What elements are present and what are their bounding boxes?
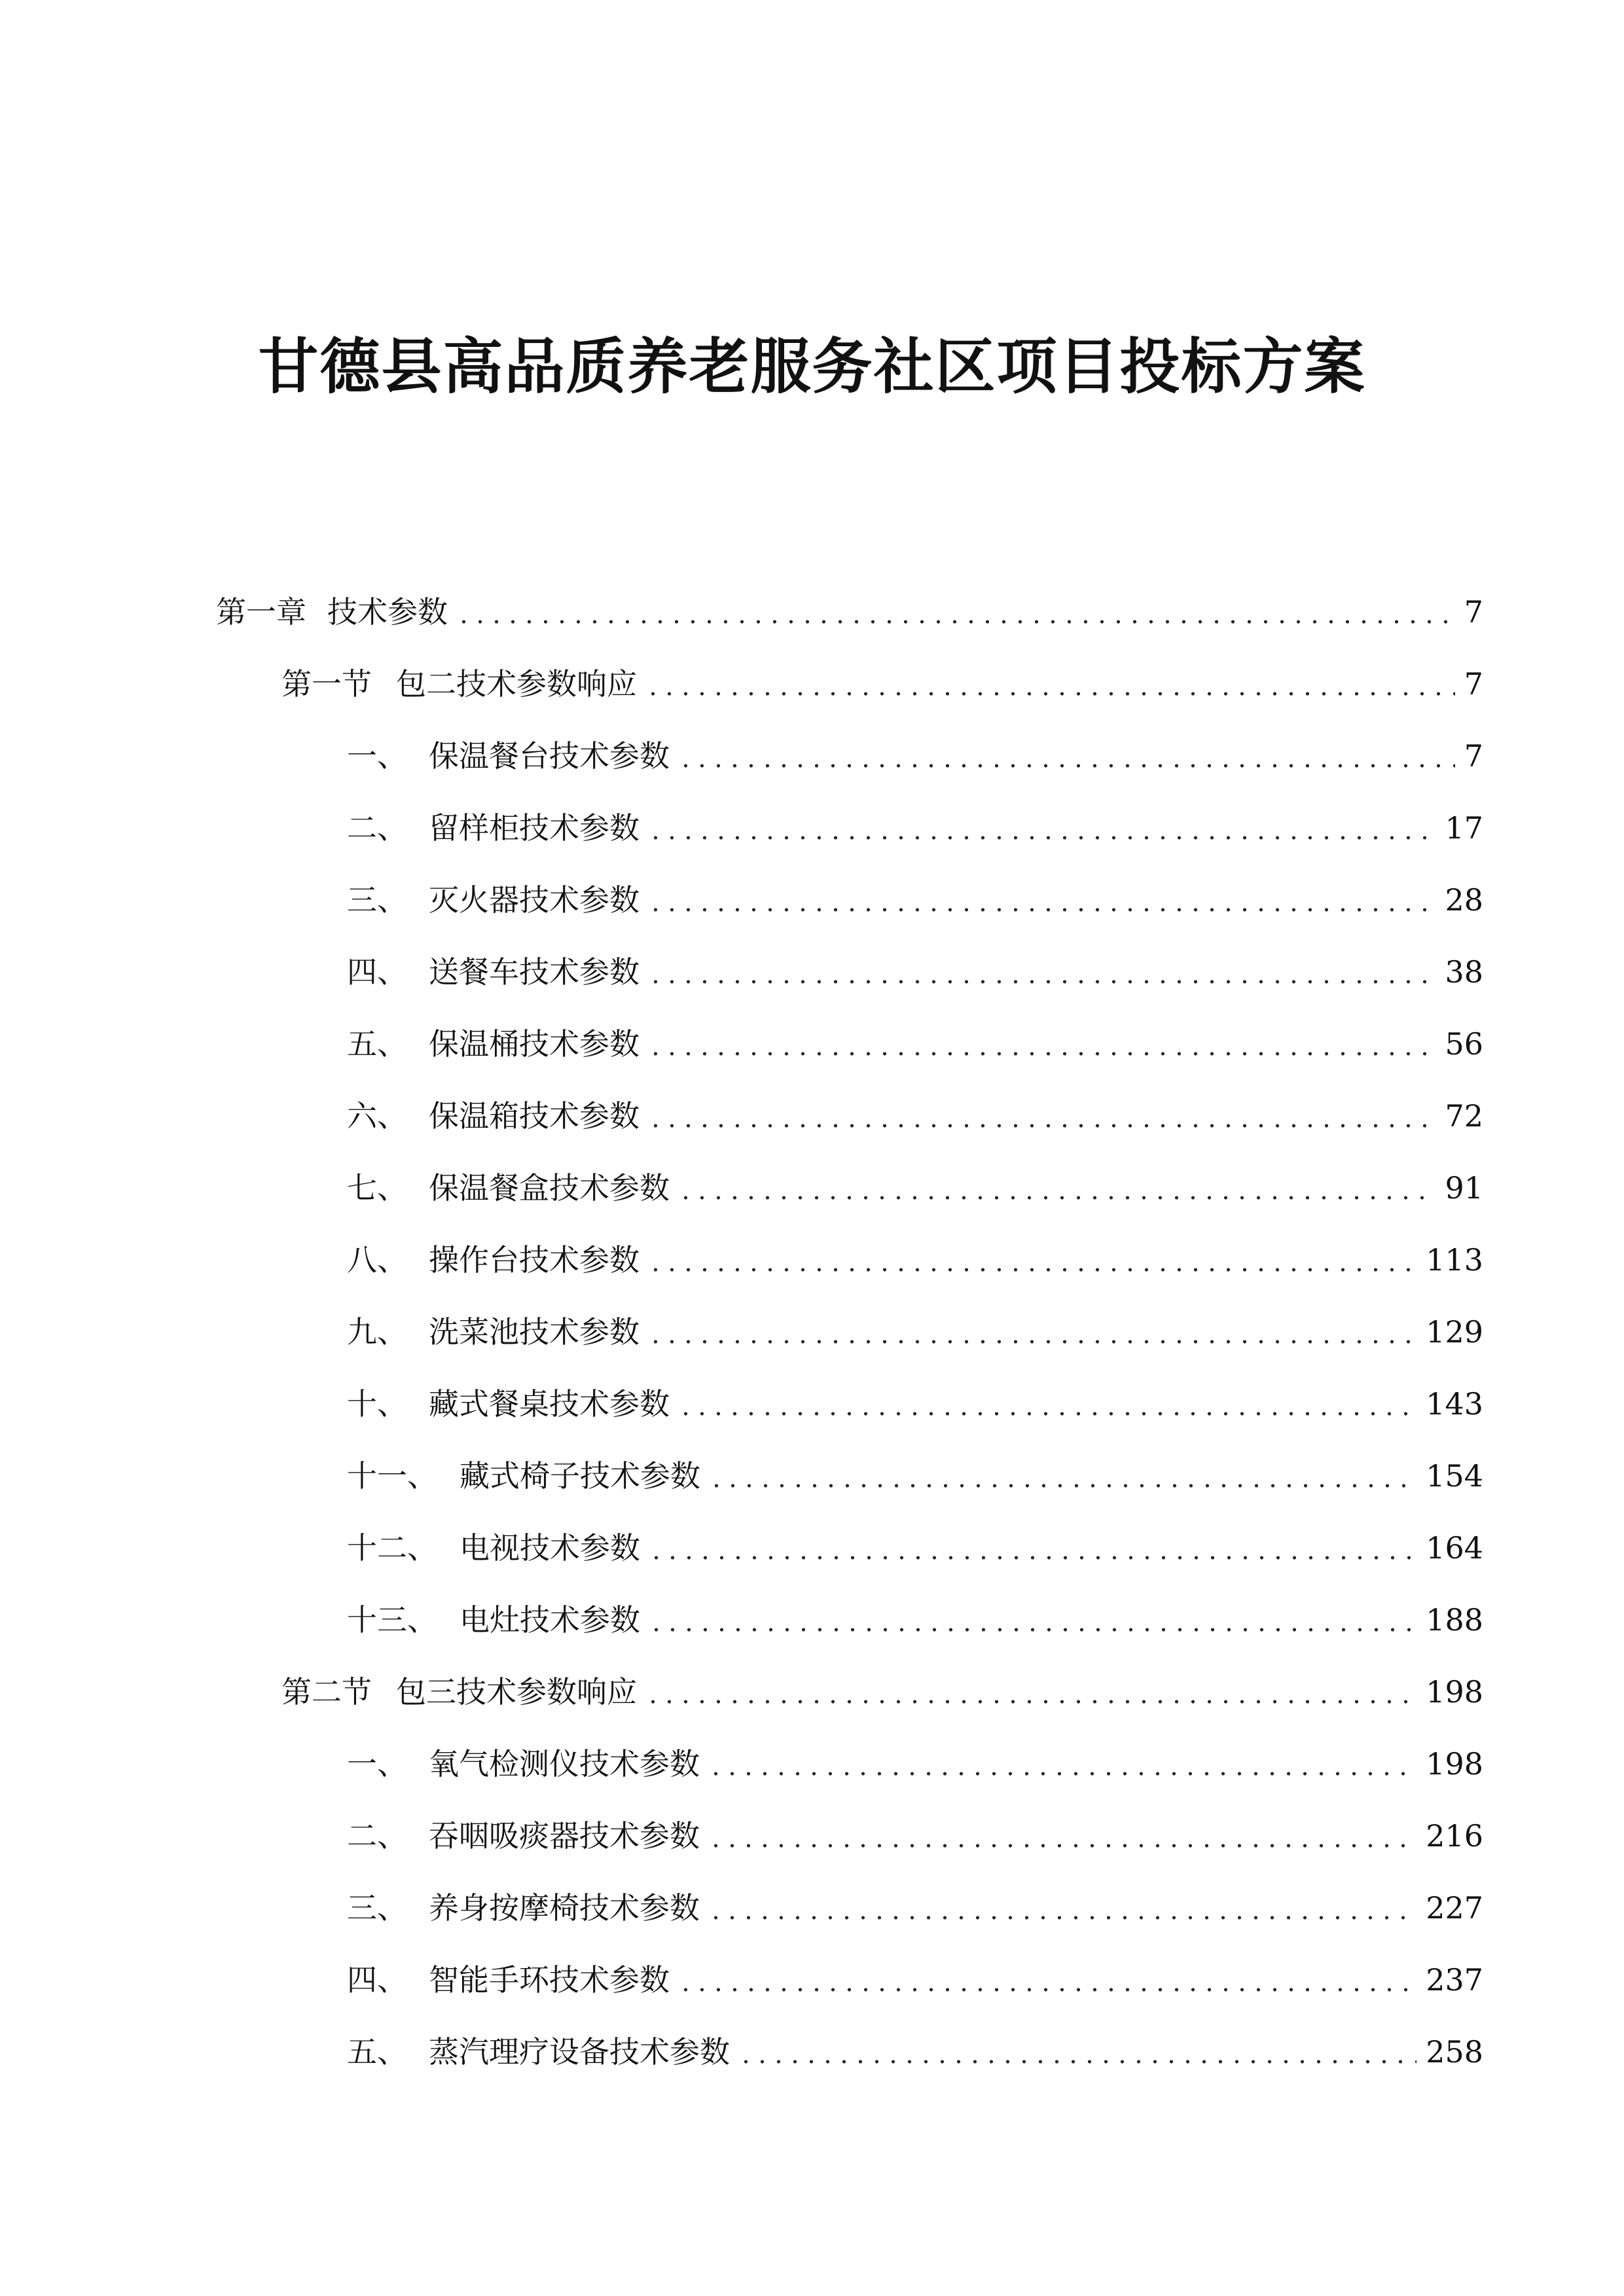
toc-entry-page: 7 (1464, 666, 1483, 702)
toc-entry-label: 智能手环技术参数 (429, 1962, 670, 1998)
toc-dot-leader (647, 952, 1435, 992)
toc-entry-label: 技术参数 (327, 594, 448, 630)
toc-entry-label: 保温餐盒技术参数 (429, 1170, 670, 1206)
toc-dot-leader (647, 1096, 1435, 1136)
toc-entry[interactable] (347, 864, 1483, 936)
toc-entry-number: 十、 (347, 1386, 407, 1422)
toc-entry-page: 129 (1426, 1314, 1483, 1350)
toc-entry-page: 237 (1426, 1962, 1483, 1998)
toc-entry-page: 258 (1426, 2034, 1483, 2070)
toc-entry-label: 保温箱技术参数 (429, 1098, 640, 1134)
toc-dot-leader (708, 1888, 1416, 1928)
toc-dot-leader (708, 1816, 1416, 1856)
toc-entry-number: 五、 (347, 2034, 407, 2070)
toc-entry-number: 第二节 (281, 1674, 372, 1710)
toc-entry[interactable] (347, 1944, 1483, 2016)
toc-entry-page: 143 (1426, 1386, 1483, 1422)
toc-dot-leader (677, 736, 1455, 776)
toc-entry-number: 十二、 (347, 1530, 437, 1566)
toc-dot-leader (677, 1960, 1416, 2000)
toc-entry-label: 吞咽吸痰器技术参数 (429, 1818, 700, 1854)
toc-dot-leader (738, 2032, 1416, 2072)
toc-dot-leader (647, 1312, 1416, 1352)
toc-entry-page: 56 (1445, 1026, 1483, 1062)
toc-entry-number: 四、 (347, 1962, 407, 1998)
toc-entry-label: 包二技术参数响应 (396, 666, 637, 702)
toc-entry[interactable] (347, 792, 1483, 864)
toc-entry-number: 二、 (347, 1818, 407, 1854)
toc-entry-number: 九、 (347, 1314, 407, 1350)
toc-entry-number: 十三、 (347, 1602, 437, 1638)
toc-entry[interactable] (347, 720, 1483, 792)
toc-dot-leader (677, 1384, 1416, 1424)
toc-entry[interactable] (347, 1152, 1483, 1224)
toc-entry-label: 保温桶技术参数 (429, 1026, 640, 1062)
toc-dot-leader (647, 880, 1435, 920)
toc-entry[interactable] (347, 1584, 1483, 1656)
toc-entry[interactable] (347, 1872, 1483, 1944)
toc-entry-number: 第一节 (281, 666, 372, 702)
toc-entry-label: 留样柜技术参数 (429, 810, 640, 846)
toc-entry-number: 三、 (347, 882, 407, 918)
toc-entry[interactable] (281, 648, 1483, 720)
toc-entry-label: 藏式椅子技术参数 (460, 1458, 700, 1494)
toc-entry-number: 四、 (347, 954, 407, 990)
toc-dot-leader (677, 1168, 1435, 1208)
toc-entry-label: 灭火器技术参数 (429, 882, 640, 918)
toc-entry-number: 一、 (347, 1746, 407, 1782)
toc-dot-leader (708, 1456, 1416, 1496)
toc-entry[interactable] (347, 1368, 1483, 1440)
toc-dot-leader (645, 1672, 1416, 1712)
toc-entry-page: 216 (1426, 1818, 1483, 1854)
toc-entry-label: 送餐车技术参数 (429, 954, 640, 990)
toc-dot-leader (647, 1024, 1435, 1064)
toc-entry-label: 电视技术参数 (460, 1530, 640, 1566)
toc-dot-leader (708, 1744, 1416, 1784)
toc-entry-number: 十一、 (347, 1458, 437, 1494)
toc-entry-label: 藏式餐桌技术参数 (429, 1386, 670, 1422)
toc-entry[interactable] (347, 1224, 1483, 1296)
toc-entry[interactable] (347, 2016, 1483, 2088)
toc-entry-number: 六、 (347, 1098, 407, 1134)
toc-entry[interactable] (281, 1656, 1483, 1728)
toc-entry-page: 7 (1464, 738, 1483, 774)
toc-entry-page: 28 (1445, 882, 1483, 918)
toc-entry-number: 三、 (347, 1890, 407, 1926)
toc-entry-label: 养身按摩椅技术参数 (429, 1890, 700, 1926)
toc-dot-leader (648, 1600, 1416, 1640)
toc-dot-leader (456, 592, 1455, 632)
toc-entry[interactable] (347, 1728, 1483, 1800)
toc-entry-label: 操作台技术参数 (429, 1242, 640, 1278)
toc-dot-leader (647, 808, 1435, 848)
toc-entry-number: 七、 (347, 1170, 407, 1206)
toc-entry-page: 198 (1426, 1746, 1483, 1782)
toc-dot-leader (647, 1240, 1416, 1280)
toc-entry[interactable] (347, 1080, 1483, 1152)
toc-entry-page: 91 (1445, 1170, 1483, 1206)
toc-entry-page: 7 (1464, 594, 1483, 630)
toc-dot-leader (648, 1528, 1416, 1568)
toc-entry-label: 氧气检测仪技术参数 (429, 1746, 700, 1782)
toc-entry-page: 113 (1426, 1242, 1483, 1278)
toc-entry[interactable] (347, 1008, 1483, 1080)
toc-entry-page: 154 (1426, 1458, 1483, 1494)
toc-entry-page: 38 (1445, 954, 1483, 990)
toc-entry[interactable] (347, 1512, 1483, 1584)
toc-entry-number: 八、 (347, 1242, 407, 1278)
toc-entry-number: 一、 (347, 738, 407, 774)
toc-entry-label: 蒸汽理疗设备技术参数 (429, 2034, 730, 2070)
toc-entry-page: 188 (1426, 1602, 1483, 1638)
toc-entry-page: 198 (1426, 1674, 1483, 1710)
toc-entry[interactable] (347, 936, 1483, 1008)
toc-entry-page: 227 (1426, 1890, 1483, 1926)
toc-dot-leader (645, 664, 1455, 704)
toc-entry-label: 洗菜池技术参数 (429, 1314, 640, 1350)
toc-entry[interactable] (347, 1800, 1483, 1872)
toc-entry[interactable] (347, 1440, 1483, 1512)
toc-entry-page: 17 (1445, 810, 1483, 846)
toc-entry[interactable] (216, 576, 1483, 648)
toc-entry-label: 保温餐台技术参数 (429, 738, 670, 774)
toc-entry-label: 电灶技术参数 (460, 1602, 640, 1638)
toc-entry-number: 第一章 (216, 594, 306, 630)
toc-entry[interactable] (347, 1296, 1483, 1368)
toc-entry-number: 二、 (347, 810, 407, 846)
toc-entry-page: 72 (1445, 1098, 1483, 1134)
toc-entry-label: 包三技术参数响应 (396, 1674, 637, 1710)
toc-entry-page: 164 (1426, 1530, 1483, 1566)
document-title: 甘德县高品质养老服务社区项目投标方案 (258, 331, 1366, 402)
toc-entry-number: 五、 (347, 1026, 407, 1062)
